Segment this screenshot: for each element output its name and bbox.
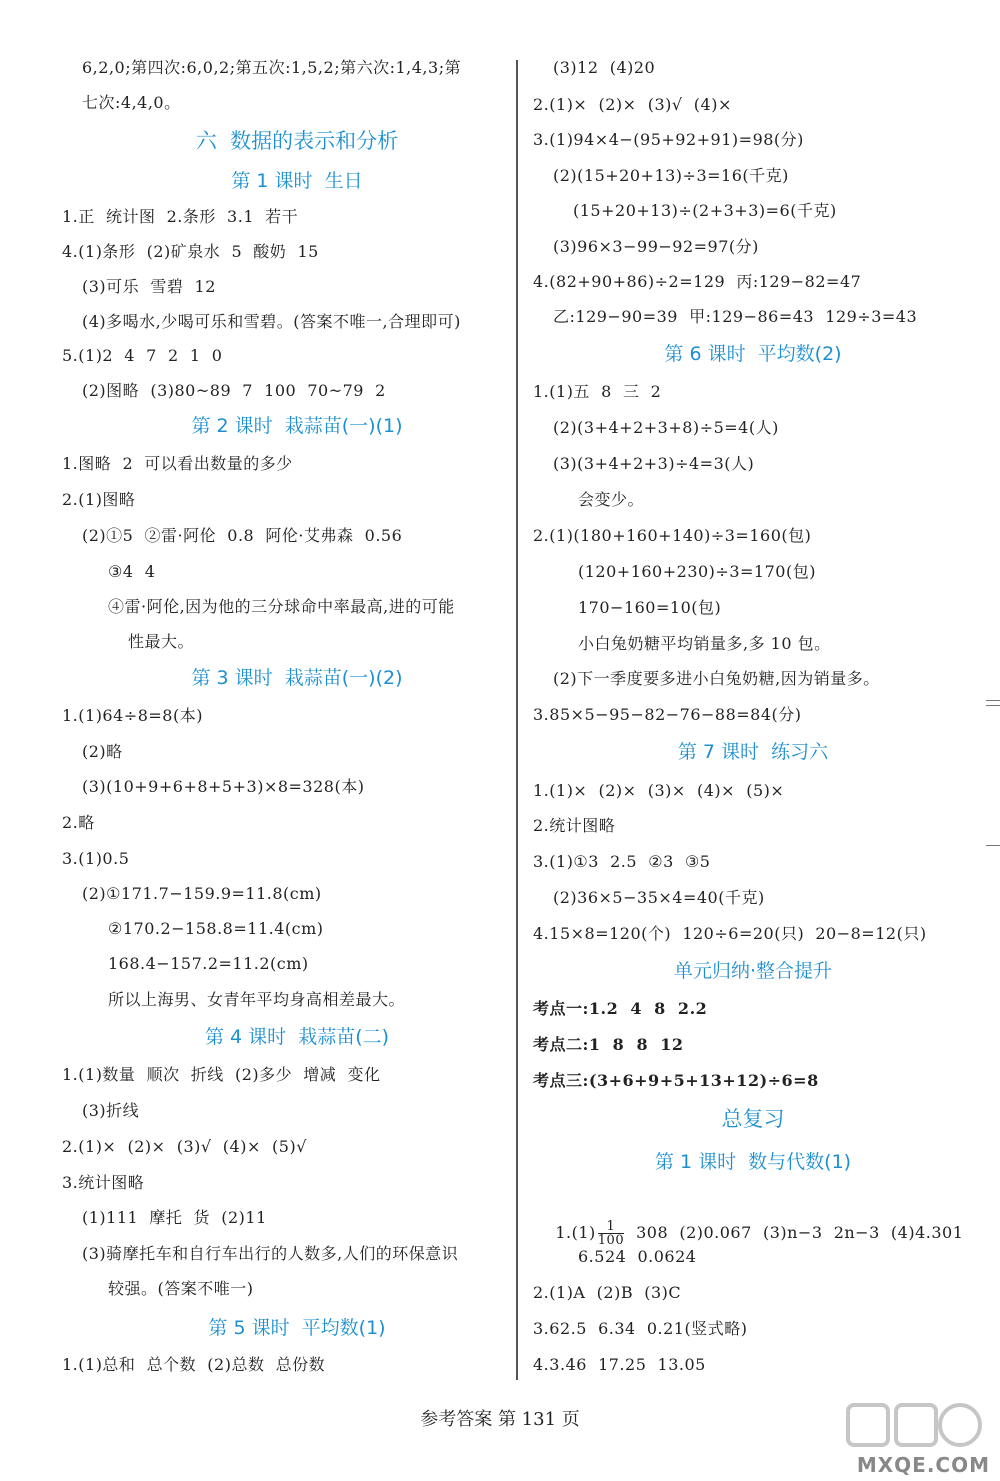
- answer-line: (2)图略 (3)80~89 7 100 70~79 2: [82, 381, 386, 400]
- answer-line: 2.(1)图略: [62, 490, 136, 509]
- answer-rest: 308 (2)0.067 (3)n−3 2n−3 (4)4.301: [636, 1223, 964, 1242]
- edge-mark: [986, 845, 1000, 846]
- answer-line: 考点一:1.2 4 8 2.2: [533, 999, 708, 1018]
- answer-line: ③4 4: [108, 562, 156, 581]
- unit-heading: 总复习: [721, 1107, 785, 1131]
- answer-line: 2.(1)(180+160+140)÷3=160(包): [533, 526, 812, 545]
- answer-line: (1)111 摩托 货 (2)11: [82, 1208, 267, 1227]
- section-heading: 单元归纳·整合提升: [673, 960, 833, 982]
- answer-line: 2.(1)A (2)B (3)C: [533, 1283, 682, 1302]
- answer-line: ②170.2−158.8=11.4(cm): [108, 919, 324, 938]
- answer-line: (2)①5 ②雷·阿伦 0.8 阿伦·艾弗森 0.56: [82, 526, 403, 545]
- answer-line: (3)骑摩托车和自行车出行的人数多,人们的环保意识: [82, 1244, 459, 1263]
- answer-line: 6.524 0.0624: [578, 1247, 697, 1266]
- answer-line: 所以上海男、女青年平均身高相差最大。: [108, 990, 406, 1009]
- answer-line: (120+160+230)÷3=170(包): [578, 562, 816, 581]
- answer-line: 1.(1)总和 总个数 (2)总数 总份数: [62, 1355, 326, 1374]
- answer-line: 1.(1)× (2)× (3)× (4)× (5)×: [533, 781, 785, 800]
- answer-line: (3)可乐 雪碧 12: [82, 277, 216, 296]
- answer-line: 3.(1)0.5: [62, 849, 130, 868]
- answer-line: 1.(1)64÷8=8(本): [62, 706, 203, 725]
- lesson-heading: 第 2 课时 栽蒜苗(一)(1): [191, 415, 403, 437]
- answer-line: 3.统计图略: [62, 1173, 145, 1192]
- fraction: [598, 1220, 624, 1247]
- fraction-denominator: 100: [597, 1233, 625, 1248]
- answer-line: (2)略: [82, 742, 123, 761]
- answer-line: 3.(1)①3 2.5 ②3 ③5: [533, 852, 711, 871]
- answer-line: (3)(3+4+2+3)÷4=3(人): [553, 454, 755, 473]
- answer-line: (2)下一季度要多进小白兔奶糖,因为销量多。: [553, 669, 880, 688]
- answer-line: (3)(10+9+6+8+5+3)×8=328(本): [82, 777, 365, 796]
- column-divider: [516, 60, 518, 1380]
- answer-line: 6,2,0;第四次:6,0,2;第五次:1,5,2;第六次:1,4,3;第: [82, 58, 462, 77]
- answer-line: (2)(15+20+13)÷3=16(千克): [553, 166, 789, 185]
- answer-line: 3.(1)94×4−(95+92+91)=98(分): [533, 130, 804, 149]
- lesson-heading: 第 4 课时 栽蒜苗(二): [204, 1026, 390, 1048]
- edge-mark: [986, 700, 1000, 701]
- lesson-heading: 第 7 课时 练习六: [677, 741, 829, 763]
- answer-line: 2.(1)× (2)× (3)√ (4)× (5)√: [62, 1137, 307, 1156]
- answer-line: (3)96×3−99−92=97(分): [553, 237, 759, 256]
- answer-line: 乙:129−90=39 甲:129−86=43 129÷3=43: [553, 307, 918, 326]
- page-footer: 参考答案 第 131 页: [420, 1409, 580, 1430]
- lesson-heading: 第 6 课时 平均数(2): [664, 343, 842, 365]
- answer-line: 4.3.46 17.25 13.05: [533, 1355, 706, 1374]
- answer-line: 性最大。: [128, 632, 195, 651]
- lesson-heading: 第 3 课时 栽蒜苗(一)(2): [191, 667, 403, 689]
- answer-line: 小白兔奶糖平均销量多,多 10 包。: [578, 634, 831, 653]
- answer-line: 2.(1)× (2)× (3)√ (4)×: [533, 95, 732, 114]
- lesson-heading: 第 1 课时 数与代数(1): [654, 1151, 852, 1173]
- answer-line: ④雷·阿伦,因为他的三分球命中率最高,进的可能: [108, 597, 455, 616]
- answer-line: 较强。(答案不唯一): [108, 1279, 254, 1298]
- fraction-numerator: 1: [598, 1220, 624, 1234]
- answer-line: 2.统计图略: [533, 816, 616, 835]
- answer-line: (3)12 (4)20: [553, 58, 656, 77]
- answer-line: (2)36×5−35×4=40(千克): [553, 888, 765, 907]
- answer-line: 1.(1)数量 顺次 折线 (2)多少 增减 变化: [62, 1065, 381, 1084]
- answer-line: 170−160=10(包): [578, 598, 722, 617]
- answer-line: 4.15×8=120(个) 120÷6=20(只) 20−8=12(只): [533, 924, 927, 943]
- answer-line: 考点二:1 8 8 12: [533, 1035, 684, 1054]
- answer-line: (4)多喝水,少喝可乐和雪碧。(答案不唯一,合理即可): [82, 312, 461, 331]
- answer-line: 会变少。: [578, 490, 645, 509]
- answer-line: (3)折线: [82, 1101, 140, 1120]
- unit-heading: 六 数据的表示和分析: [195, 129, 399, 153]
- answer-prefix: 1.(1): [555, 1223, 596, 1242]
- answer-line: 1.正 统计图 2.条形 3.1 若干: [62, 207, 299, 226]
- answer-line: 2.略: [62, 813, 95, 832]
- answer-line: 3.62.5 6.34 0.21(竖式略): [533, 1319, 748, 1338]
- edge-mark: [986, 705, 1000, 706]
- answer-line: 3.85×5−95−82−76−88=84(分): [533, 705, 802, 724]
- answer-line: 考点三:(3+6+9+5+13+12)÷6=8: [533, 1071, 819, 1090]
- lesson-heading: 第 1 课时 生日: [231, 170, 363, 192]
- answer-line: (15+20+13)÷(2+3+3)=6(千克): [573, 201, 837, 220]
- answer-line: 168.4−157.2=11.2(cm): [108, 954, 309, 973]
- answer-line: 5.(1)2 4 7 2 1 0: [62, 346, 223, 365]
- answer-line: 1.图略 2 可以看出数量的多少: [62, 454, 293, 473]
- answer-line: 4.(82+90+86)÷2=129 丙:129−82=47: [533, 272, 862, 291]
- answer-line: 1.(1)五 8 三 2: [533, 382, 662, 401]
- answer-line: (2)①171.7−159.9=11.8(cm): [82, 884, 322, 903]
- watermark-text: MXQE.COM: [856, 1453, 990, 1477]
- answer-line: (2)(3+4+2+3+8)÷5=4(人): [553, 418, 779, 437]
- answer-line: 4.(1)条形 (2)矿泉水 5 酸奶 15: [62, 242, 319, 261]
- lesson-heading: 第 5 课时 平均数(1): [208, 1317, 386, 1339]
- answer-line: 七次:4,4,0。: [82, 93, 181, 112]
